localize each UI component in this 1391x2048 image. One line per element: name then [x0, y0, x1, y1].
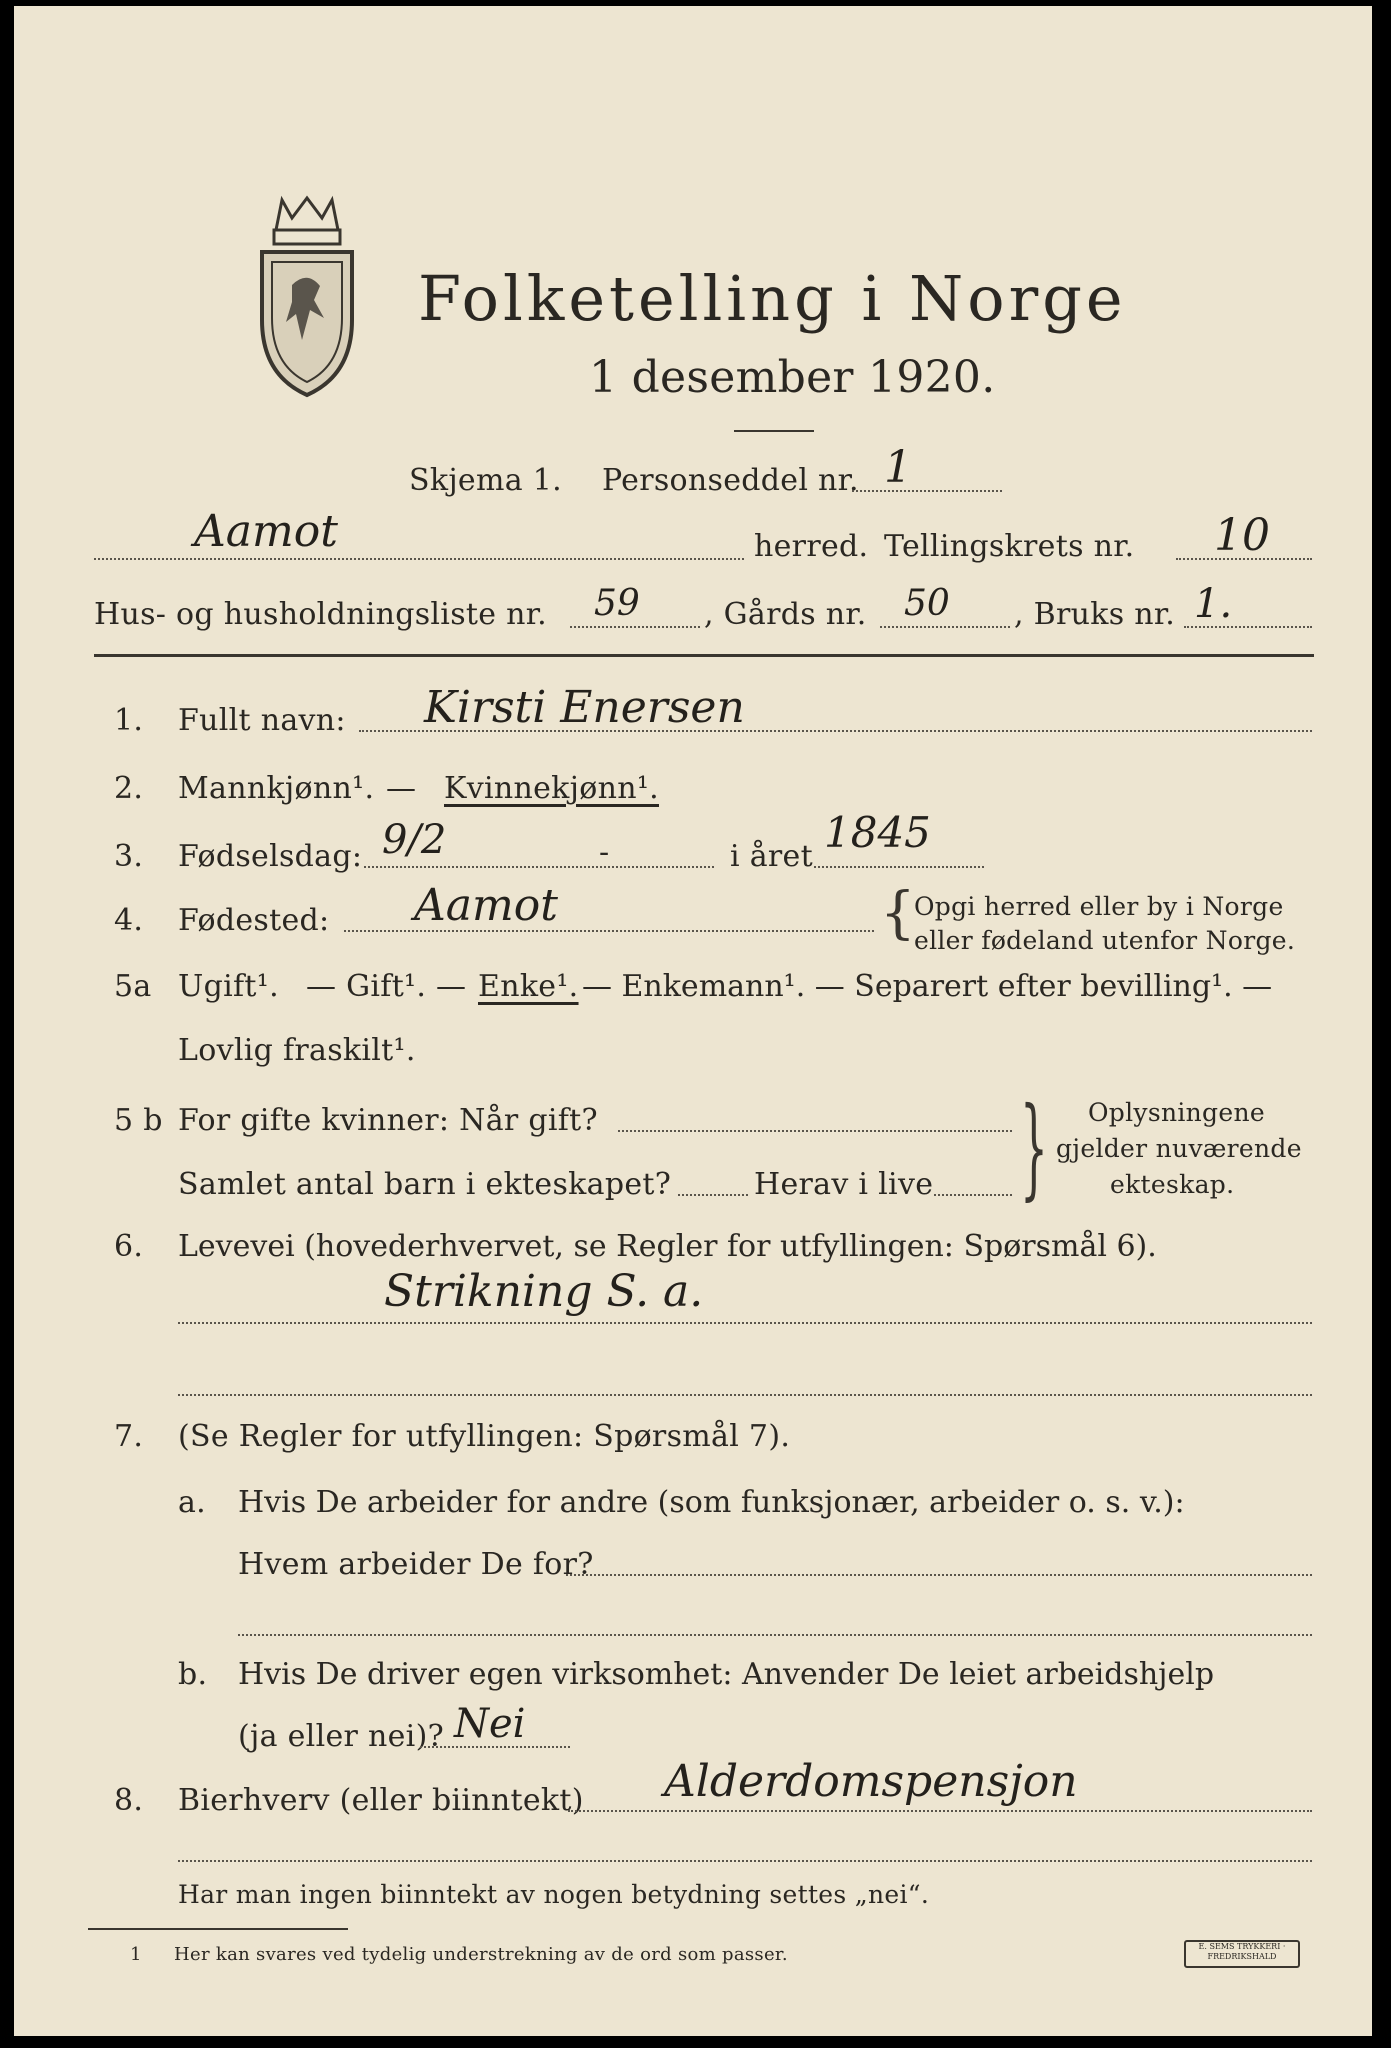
- q3-number: 3.: [114, 839, 144, 874]
- q5b-naar-gift-label: For gifte kvinner: Når gift?: [178, 1103, 598, 1138]
- q7a-text: Hvis De arbeider for andre (som funksjonær, arbeider o. s. v.):: [238, 1485, 1185, 1520]
- q4-note-line1: Opgi herred eller by i Norge: [914, 892, 1284, 921]
- q6-label: Levevei (hovederhvervet, se Regler for utfyllingen: Spørsmål 6).: [178, 1229, 1157, 1264]
- footer-note: Har man ingen biinntekt av nogen betydning settes „nei“.: [178, 1880, 930, 1909]
- bruks-value: 1.: [1194, 581, 1233, 627]
- q3-label: Fødselsdag:: [178, 839, 363, 874]
- footnote-number: 1: [130, 1944, 142, 1965]
- birthplace-value: Aamot: [414, 880, 558, 931]
- q4-number: 4.: [114, 903, 144, 938]
- q5b-barn-label: Samlet antal barn i ekteskapet?: [178, 1167, 672, 1202]
- q7b-question: (ja eller nei)?: [238, 1719, 444, 1754]
- q2-separator: —: [386, 771, 417, 806]
- q7b-number: b.: [178, 1657, 208, 1692]
- footnote-rule: [88, 1928, 348, 1930]
- q6-number: 6.: [114, 1229, 144, 1264]
- q3-year-label: i året: [730, 839, 813, 874]
- q7-label: (Se Regler for utfyllingen: Spørsmål 7).: [178, 1419, 791, 1454]
- printer-stamp-text: E. SEMS TRYKKERI · FREDRIKSHALD: [1198, 1942, 1286, 1961]
- tellingskrets-label: Tellingskrets nr.: [884, 529, 1135, 564]
- q8-number: 8.: [114, 1783, 144, 1818]
- birth-day-value: 9/2: [382, 817, 447, 863]
- occupation-value: Strikning S. a.: [384, 1266, 704, 1317]
- herred-value: Aamot: [194, 506, 338, 557]
- q5a-lovlig-fraskilt: Lovlig fraskilt¹.: [178, 1033, 416, 1068]
- form-title: Folketelling i Norge: [418, 262, 1127, 335]
- header-rule: [94, 654, 1314, 657]
- q7b-answer: Nei: [454, 1701, 526, 1747]
- q5a-ugift: Ugift¹.: [178, 969, 279, 1004]
- form-subtitle: 1 desember 1920.: [589, 352, 996, 403]
- printer-stamp: [1184, 1940, 1300, 1968]
- q5b-note-line1: Oplysningene: [1088, 1098, 1265, 1127]
- q4-label: Fødested:: [178, 903, 330, 938]
- q5a-number: 5a: [114, 969, 152, 1004]
- gards-value: 50: [904, 583, 950, 624]
- personseddel-value: 1: [884, 442, 912, 493]
- q5b-note-line3: ekteskap.: [1110, 1170, 1235, 1199]
- q1-number: 1.: [114, 703, 144, 738]
- norway-coat-of-arms-icon: [252, 190, 362, 400]
- title-divider: [734, 430, 814, 432]
- q4-note-line2: eller fødeland utenfor Norge.: [914, 926, 1296, 955]
- footnote-text: Her kan svares ved tydelig understrekning av de ord som passer.: [174, 1944, 788, 1965]
- q5b-note-line2: gjelder nuværende: [1056, 1134, 1302, 1163]
- schema-label: Skjema 1.: [409, 463, 562, 498]
- hus-value: 59: [594, 583, 640, 624]
- bruks-label: , Bruks nr.: [1014, 597, 1176, 632]
- q8-label: Bierhverv (eller biinntekt): [178, 1783, 584, 1818]
- gards-label: , Gårds nr.: [704, 597, 867, 632]
- personseddel-label: Personseddel nr.: [602, 463, 859, 498]
- tellingskrets-value: 10: [1214, 510, 1270, 561]
- hus-label: Hus- og husholdningsliste nr.: [94, 597, 547, 632]
- birth-year-value: 1845: [824, 808, 931, 857]
- q3-dash: -: [599, 835, 610, 870]
- q7a-number: a.: [178, 1485, 207, 1520]
- q2-number: 2.: [114, 771, 144, 806]
- q7-number: 7.: [114, 1419, 144, 1454]
- census-form-sheet: [14, 6, 1372, 2036]
- q5a-gift: — Gift¹. —: [306, 969, 467, 1004]
- q5a-enke-selected: Enke¹.: [478, 969, 579, 1004]
- q2-kvinne-selected: Kvinnekjønn¹.: [444, 771, 659, 806]
- side-income-value: Alderdomspensjon: [664, 1756, 1078, 1807]
- q5a-rest: — Enkemann¹. — Separert efter bevilling¹. —: [582, 969, 1273, 1004]
- q5b-number: 5 b: [114, 1103, 163, 1138]
- q2-mann: Mannkjønn¹.: [178, 771, 375, 806]
- q5b-brace: }: [1020, 1083, 1048, 1211]
- herred-label: herred.: [754, 529, 869, 564]
- q7a-question: Hvem arbeider De for?: [238, 1547, 594, 1582]
- full-name-value: Kirsti Enersen: [424, 682, 745, 733]
- q1-label: Fullt navn:: [178, 703, 346, 738]
- q5b-herav-label: Herav i live: [754, 1167, 934, 1202]
- q7b-text: Hvis De driver egen virksomhet: Anvender De leiet arbeidshjelp: [238, 1657, 1215, 1692]
- q4-brace: {: [880, 881, 916, 946]
